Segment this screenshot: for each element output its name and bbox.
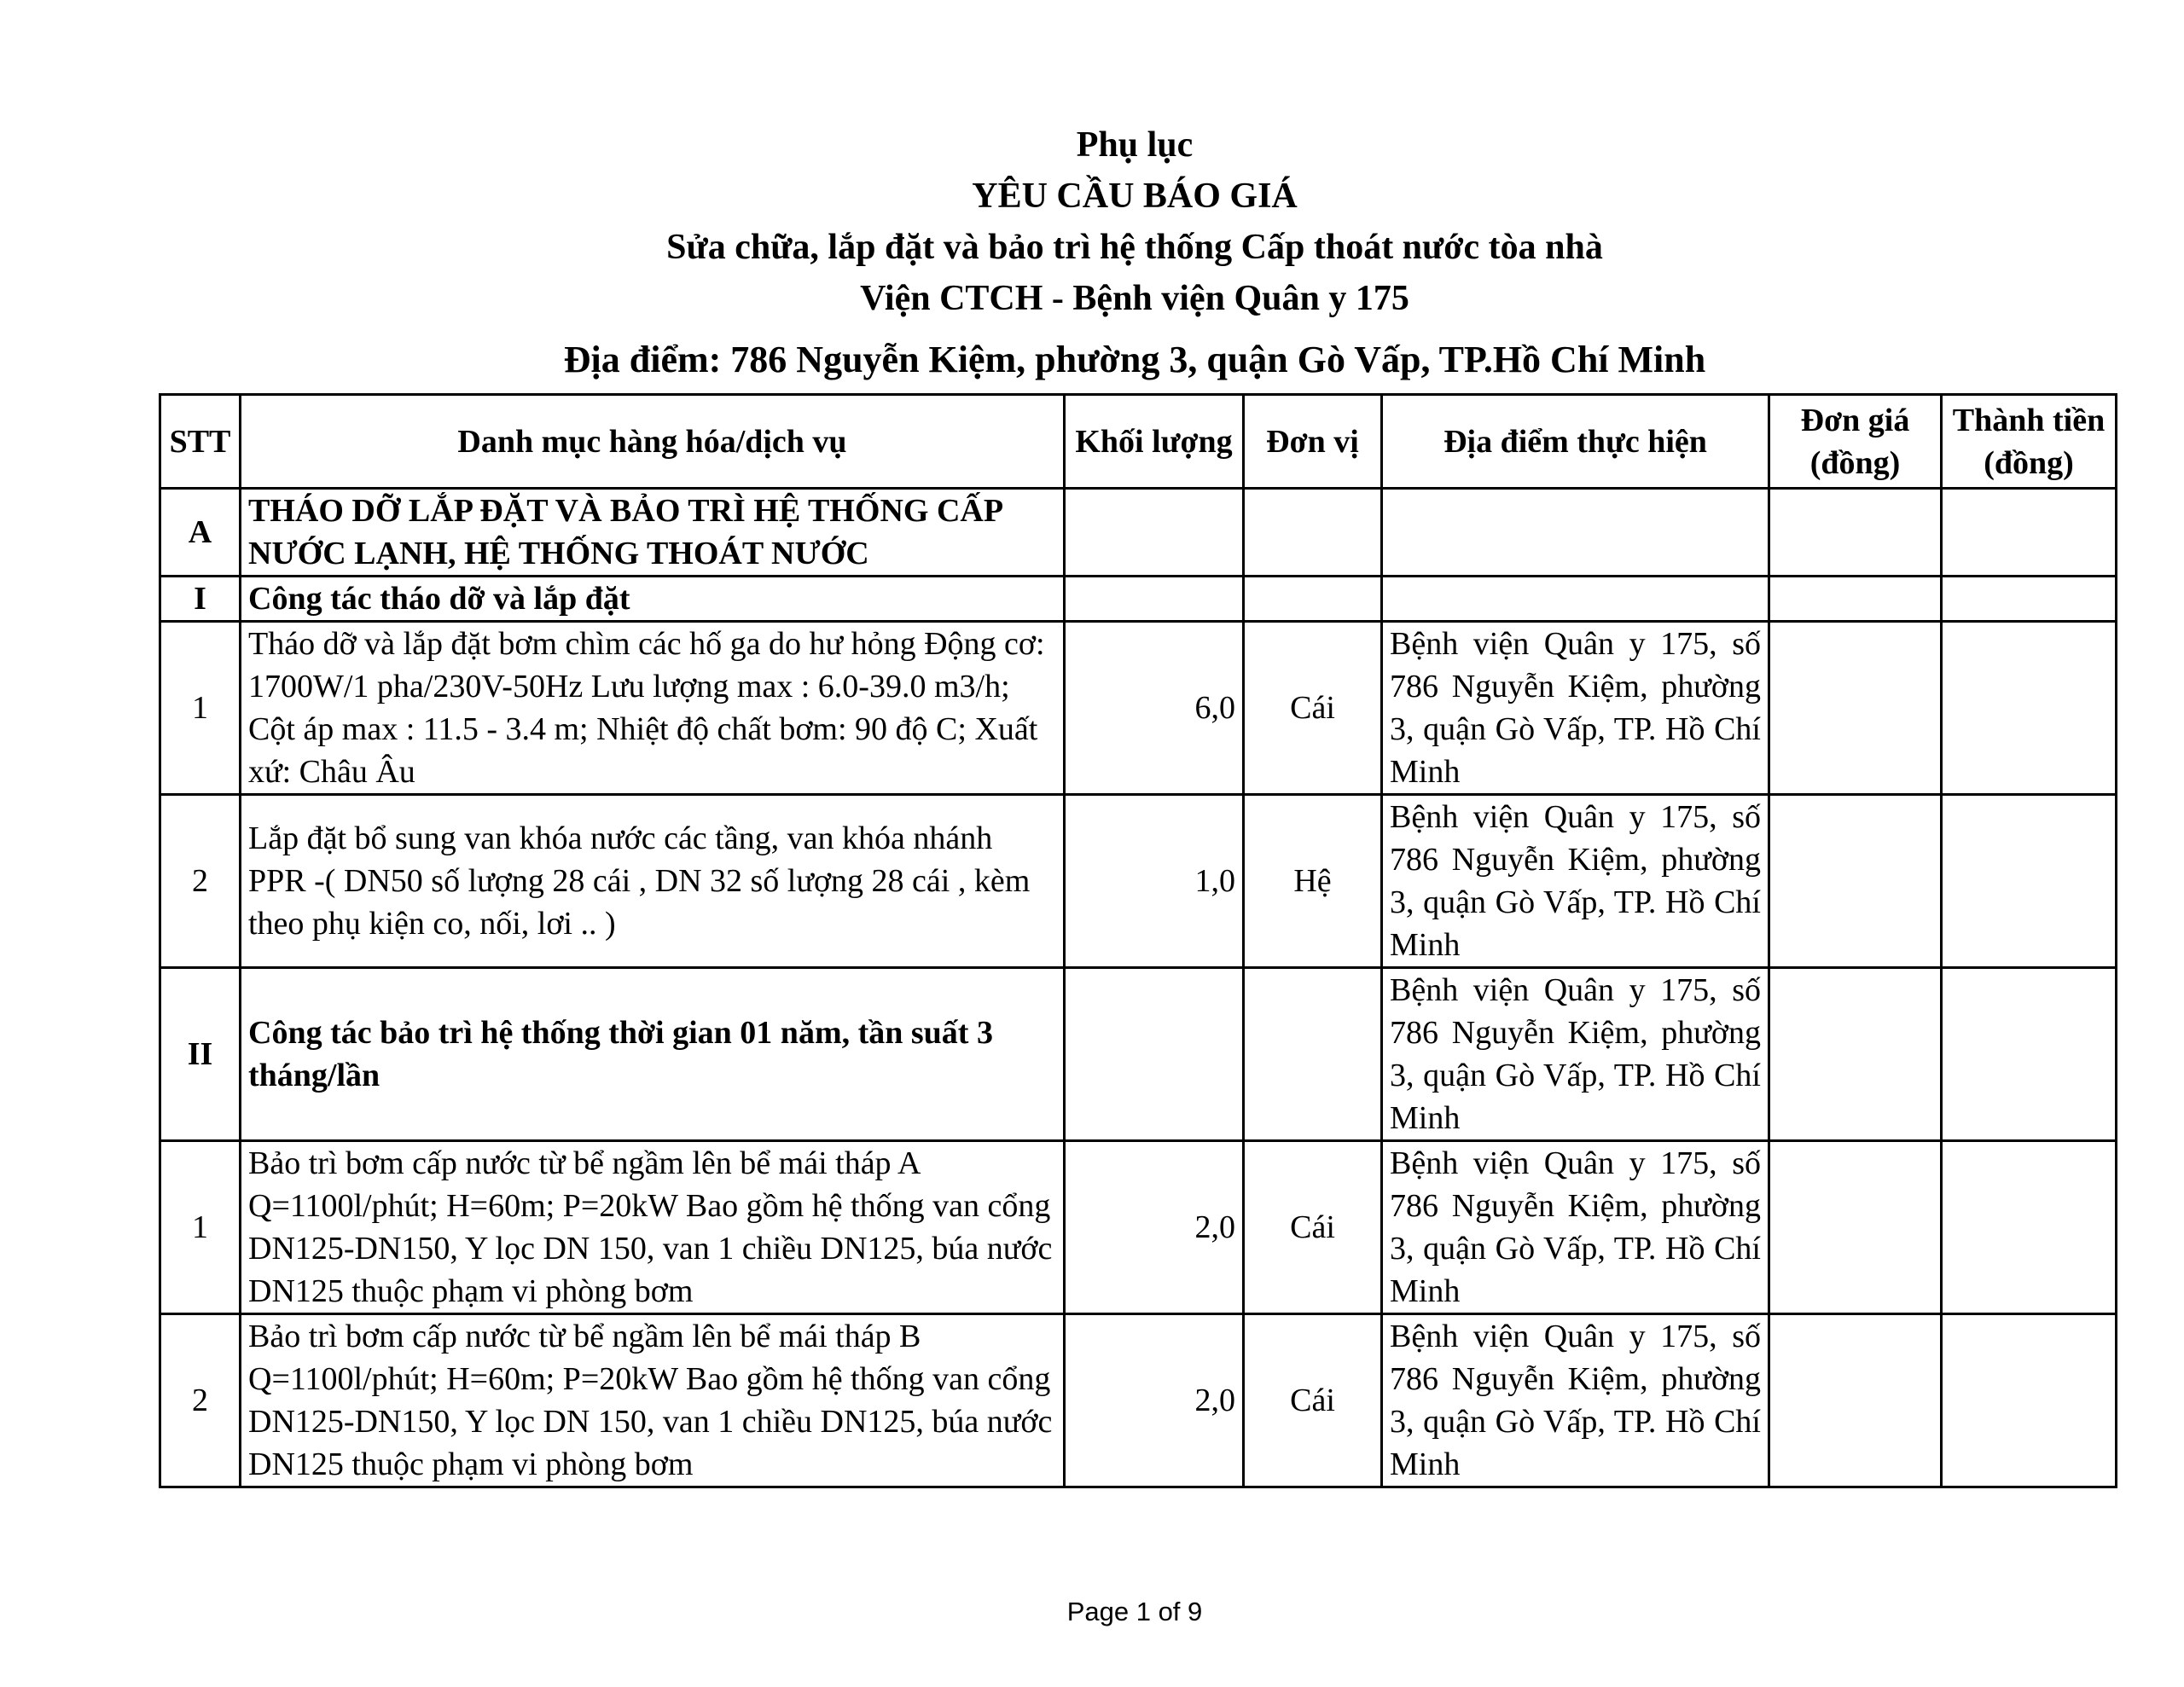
row-description: Bảo trì bơm cấp nước từ bể ngầm lên bể mái tháp A Q=1100l/phút; H=60m; P=20kW Bao gồm hệ thống van cổng DN125-DN150, Y lọc DN 150, van 1 chiều DN125, búa nước DN125 thuộc phạm vi phòng bơm xyxy=(241,1141,1065,1314)
row-unit: Hệ xyxy=(1244,795,1382,968)
row-stt: 2 xyxy=(160,795,241,968)
section-a-row xyxy=(160,489,2117,577)
section-ii-row xyxy=(160,968,2117,1141)
row-place: Bệnh viện Quân y 175, số 786 Nguyễn Kiệm, phường 3, quận Gò Vấp, TP. Hồ Chí Minh xyxy=(1382,622,1769,795)
row-description: Bảo trì bơm cấp nước từ bể ngầm lên bể mái tháp B Q=1100l/phút; H=60m; P=20kW Bao gồm hệ thống van cổng DN125-DN150, Y lọc DN 150, van 1 chiều DN125, búa nước DN125 thuộc phạm vi phòng bơm xyxy=(241,1314,1065,1487)
row-unit-price xyxy=(1769,1314,1942,1487)
section-i-row xyxy=(160,577,2117,622)
row-description: Tháo dỡ và lắp đặt bơm chìm các hố ga do hư hỏng Động cơ: 1700W/1 pha/230V-50Hz Lưu lượng max : 6.0-39.0 m3/h; Cột áp max : 11.5 - 3.4 m; Nhiệt độ chất bơm: 90 độ C; Xuất xứ: Châu Âu xyxy=(241,622,1065,795)
row-stt: 2 xyxy=(160,1314,241,1487)
empty-cell xyxy=(1769,577,1942,622)
appendix-label: Phụ lục xyxy=(1076,125,1194,165)
empty-cell xyxy=(1382,489,1769,577)
header-qty: Khối lượng xyxy=(1065,395,1244,489)
row-stt: 1 xyxy=(160,622,241,795)
table-row xyxy=(160,795,2117,968)
row-unit: Cái xyxy=(1244,622,1382,795)
document-title: YÊU CẦU BÁO GIÁ xyxy=(972,177,1298,216)
row-unit-price xyxy=(1769,622,1942,795)
row-unit: Cái xyxy=(1244,1141,1382,1314)
header-item: Danh mục hàng hóa/dịch vụ xyxy=(241,395,1065,489)
row-place: Bệnh viện Quân y 175, số 786 Nguyễn Kiệm, phường 3, quận Gò Vấp, TP. Hồ Chí Minh xyxy=(1382,1141,1769,1314)
row-total xyxy=(1942,622,2117,795)
document-header xyxy=(0,119,2184,386)
header-price: Đơn giá (đồng) xyxy=(1769,395,1942,489)
section-title: Công tác bảo trì hệ thống thời gian 01 năm, tần suất 3 tháng/lần xyxy=(241,968,1065,1141)
empty-cell xyxy=(1065,577,1244,622)
row-place: Bệnh viện Quân y 175, số 786 Nguyễn Kiệm, phường 3, quận Gò Vấp, TP. Hồ Chí Minh xyxy=(1382,795,1769,968)
page-number: Page 1 of 9 xyxy=(1066,1597,1203,1626)
quotation-table xyxy=(159,393,2117,1488)
empty-cell xyxy=(1942,489,2117,577)
row-quantity: 2,0 xyxy=(1065,1314,1244,1487)
header-stt: STT xyxy=(160,395,241,489)
table-row xyxy=(160,1141,2117,1314)
table-row xyxy=(160,1314,2117,1487)
header-place: Địa điểm thực hiện xyxy=(1382,395,1769,489)
header-unit: Đơn vị xyxy=(1244,395,1382,489)
location-line: Địa điểm: 786 Nguyễn Kiệm, phường 3, quận Gò Vấp, TP.Hồ Chí Minh xyxy=(563,339,1706,380)
row-total xyxy=(1942,795,2117,968)
empty-cell xyxy=(1244,489,1382,577)
empty-cell xyxy=(1065,489,1244,577)
organization-name: Viện CTCH - Bệnh viện Quân y 175 xyxy=(860,279,1409,318)
header-total: Thành tiền (đồng) xyxy=(1942,395,2117,489)
row-description: Lắp đặt bổ sung van khóa nước các tầng, van khóa nhánh PPR -( DN50 số lượng 28 cái , DN 32 số lượng 28 cái , kèm theo phụ kiện co, nối, lơi .. ) xyxy=(241,795,1065,968)
section-stt: A xyxy=(160,489,241,577)
empty-cell xyxy=(1942,577,2117,622)
row-quantity: 6,0 xyxy=(1065,622,1244,795)
empty-cell xyxy=(1244,968,1382,1141)
row-place: Bệnh viện Quân y 175, số 786 Nguyễn Kiệm, phường 3, quận Gò Vấp, TP. Hồ Chí Minh xyxy=(1382,968,1769,1141)
row-total xyxy=(1942,1141,2117,1314)
empty-cell xyxy=(1942,968,2117,1141)
empty-cell xyxy=(1382,577,1769,622)
empty-cell xyxy=(1244,577,1382,622)
section-stt: I xyxy=(160,577,241,622)
empty-cell xyxy=(1065,968,1244,1141)
row-quantity: 1,0 xyxy=(1065,795,1244,968)
section-title: Công tác tháo dỡ và lắp đặt xyxy=(241,577,1065,622)
row-unit-price xyxy=(1769,795,1942,968)
table-header-row xyxy=(160,395,2117,489)
row-unit-price xyxy=(1769,1141,1942,1314)
row-quantity: 2,0 xyxy=(1065,1141,1244,1314)
row-total xyxy=(1942,1314,2117,1487)
empty-cell xyxy=(1769,489,1942,577)
section-title: THÁO DỠ LẮP ĐẶT VÀ BẢO TRÌ HỆ THỐNG CẤP NƯỚC LẠNH, HỆ THỐNG THOÁT NƯỚC xyxy=(241,489,1065,577)
empty-cell xyxy=(1769,968,1942,1141)
section-stt: II xyxy=(160,968,241,1141)
document-subtitle: Sửa chữa, lắp đặt và bảo trì hệ thống Cấp thoát nước tòa nhà xyxy=(666,228,1603,267)
row-place: Bệnh viện Quân y 175, số 786 Nguyễn Kiệm, phường 3, quận Gò Vấp, TP. Hồ Chí Minh xyxy=(1382,1314,1769,1487)
row-unit: Cái xyxy=(1244,1314,1382,1487)
table-row xyxy=(160,622,2117,795)
row-stt: 1 xyxy=(160,1141,241,1314)
